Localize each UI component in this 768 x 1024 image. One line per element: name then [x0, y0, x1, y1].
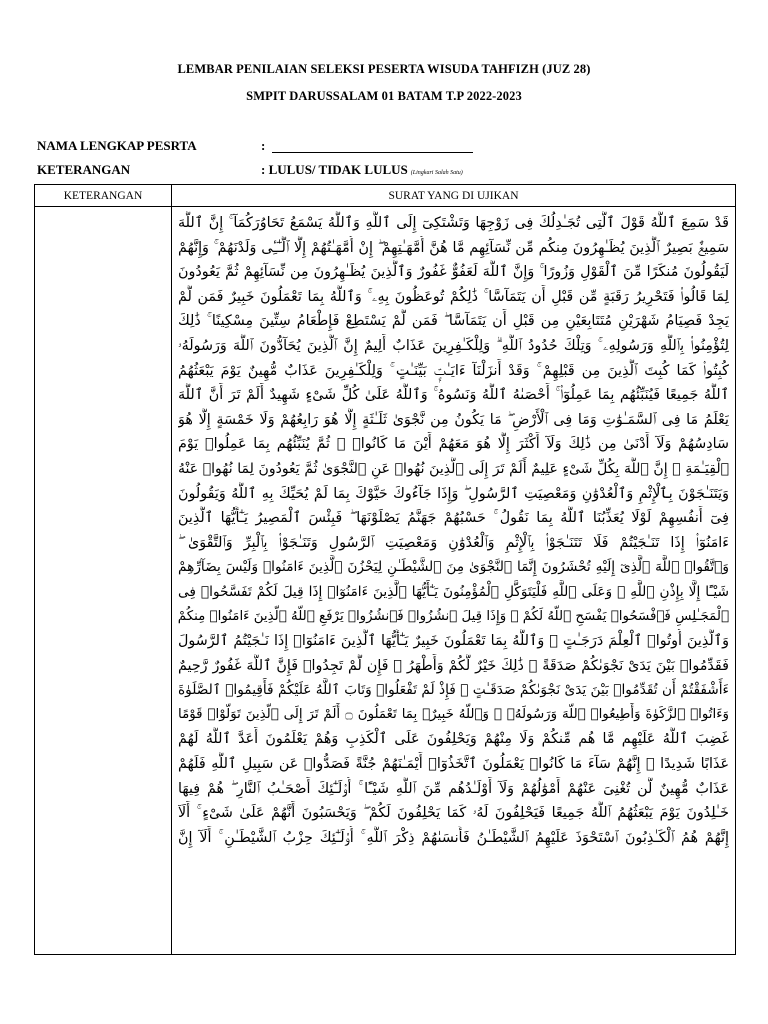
quran-line: خَـٰلِدُونَ يَوْمَ يَبْعَثُهُمُ ٱللَّهُ جَمِيعًا فَيَحْلِفُونَ لَهُۥ كَمَا يَحْلِفُونَ لَكُمْ ۖ وَيَحْسَبُونَ أَنَّهُمْ عَلَىٰ شَىْءٍ ۚ أَلَآ [178, 805, 729, 822]
quran-line: وَيَتَنَـٰجَوْنَ بِٱلْإِثْمِ وَٱلْعُدْوَٰنِ وَمَعْصِيَتِ ٱلرَّسُولِ ۖ وَإِذَا جَآءُوكَ حَيَّوْكَ بِمَا لَمْ يُحَيِّكَ بِهِ ٱللَّهُ وَيَقُولُونَ [178, 485, 729, 502]
quran-text [172, 207, 735, 949]
quran-line: يَجِدْ فَصِيَامُ شَهْرَيْنِ مُتَتَابِعَيْنِ مِن قَبْلِ أَن يَتَمَآسَّا ۖ فَمَن لَّمْ يَسْتَطِعْ فَإِطْعَامُ سِتِّينَ مِسْكِينًا ۚ ذَٰلِكَ [178, 313, 729, 330]
quran-line: إِنَّهُمْ هُمُ ٱلْكَـٰذِبُونَ ٱسْتَحْوَذَ عَلَيْهِمُ ٱلشَّيْطَـٰنُ فَأَنسَىٰهُمْ ذِكْرَ ٱللَّهِ ۚ أُو۟لَـٰٓئِكَ حِزْبُ ٱلشَّيْطَـٰنِ ۚ أَلَآ إِنَّ [178, 829, 729, 846]
quran-line: وَٱتَّقُوا۟ ٱللَّهَ ٱلَّذِىٓ إِلَيْهِ تُحْشَرُونَ إِنَّمَا ٱلنَّجْوَىٰ مِنَ ٱلشَّيْطَـٰنِ لِيَحْزُنَ ٱلَّذِينَ ءَامَنُوا۟ وَلَيْسَ بِضَآرِّهِمْ [178, 559, 729, 576]
quran-line: وَءَاتُوا۟ ٱلزَّكَوٰةَ وَأَطِيعُوا۟ ٱللَّهَ وَرَسُولَهُۥ ۚ وَٱللَّهُ خَبِيرٌۢ بِمَا تَعْمَلُونَ ۝ أَلَمْ تَرَ إِلَى ٱلَّذِينَ تَوَلَّوْا۟ قَوْمًا [178, 706, 729, 722]
keterangan-column-header: KETERANGAN [35, 185, 172, 207]
quran-line: يَعْلَمُ مَا فِى ٱلسَّمَـٰوَٰتِ وَمَا فِى ٱلْأَرْضِ ۖ مَا يَكُونُ مِن نَّجْوَىٰ ثَلَـٰثَةٍ إِلَّا هُوَ رَابِعُهُمْ وَلَا خَمْسَةٍ إِلَّا هُوَ [178, 411, 729, 428]
participant-name-field[interactable] [272, 152, 473, 153]
document-title: LEMBAR PENILAIAN SELEKSI PESERTA WISUDA TAHFIZH (JUZ 28) [177, 62, 591, 76]
quran-line: ٱلْمَجَـٰلِسِ فَٱفْسَحُوا۟ يَفْسَحِ ٱللَّهُ لَكُمْ ۖ وَإِذَا قِيلَ ٱنشُزُوا۟ فَٱنشُزُوا۟ يَرْفَعِ ٱللَّهُ ٱلَّذِينَ ءَامَنُوا۟ مِنكُمْ [178, 608, 729, 624]
quran-line: لِمَا قَالُوا۟ فَتَحْرِيرُ رَقَبَةٍ مِّن قَبْلِ أَن يَتَمَآسَّا ۚ ذَٰلِكُمْ تُوعَظُونَ بِهِۦ ۚ وَٱللَّهُ بِمَا تَعْمَلُونَ خَبِيرٌ فَمَن لَّمْ [178, 288, 729, 305]
assessment-table [34, 184, 736, 955]
surat-cell [172, 207, 736, 955]
school-title: SMPIT DARUSSALAM 01 BATAM T.P 2022-2023 [246, 89, 522, 103]
quran-line: فَقَدِّمُوا۟ بَيْنَ يَدَىْ نَجْوَىٰكُمْ صَدَقَةً ۚ ذَٰلِكَ خَيْرٌ لَّكُمْ وَأَطْهَرُ ۚ فَإِن لَّمْ تَجِدُوا۟ فَإِنَّ ٱللَّهَ غَفُورٌ رَّحِيمٌ [178, 657, 729, 674]
quran-line: ٱلْقِيَـٰمَةِ ۚ إِنَّ ٱللَّهَ بِكُلِّ شَىْءٍ عَلِيمٌ أَلَمْ تَرَ إِلَى ٱلَّذِينَ نُهُوا۟ عَنِ ٱلنَّجْوَىٰ ثُمَّ يَعُودُونَ لِمَا نُهُوا۟ عَنْهُ [178, 460, 729, 477]
surat-column-header: SURAT YANG DI UJIKAN [172, 185, 736, 207]
quran-line: عَذَابٌ مُّهِينٌ لَّن تُغْنِىَ عَنْهُمْ أَمْوَٰلُهُمْ وَلَآ أَوْلَـٰدُهُم مِّنَ ٱللَّهِ شَيْـًٔا ۚ أُو۟لَـٰٓئِكَ أَصْحَـٰبُ ٱلنَّارِ ۖ هُمْ فِيهَا [178, 780, 729, 797]
quran-line: لَيَقُولُونَ مُنكَرًا مِّنَ ٱلْقَوْلِ وَزُورًا ۚ وَإِنَّ ٱللَّهَ لَعَفُوٌّ غَفُورٌ وَٱلَّذِينَ يُظَـٰهِرُونَ مِن نِّسَآئِهِمْ ثُمَّ يَعُودُونَ [178, 264, 729, 281]
quran-line: فِىٓ أَنفُسِهِمْ لَوْلَا يُعَذِّبُنَا ٱللَّهُ بِمَا نَقُولُ ۚ حَسْبُهُمْ جَهَنَّمُ يَصْلَوْنَهَا ۖ فَبِئْسَ ٱلْمَصِيرُ يَـٰٓأَيُّهَا ٱلَّذِينَ [178, 510, 729, 527]
quran-line: قَدْ سَمِعَ ٱللَّهُ قَوْلَ ٱلَّتِى تُجَـٰدِلُكَ فِى زَوْجِهَا وَتَشْتَكِىٓ إِلَى ٱللَّهِ وَٱللَّهُ يَسْمَعُ تَحَاوُرَكُمَآ ۚ إِنَّ ٱللَّهَ [178, 215, 729, 231]
result-options [261, 162, 463, 178]
participant-name-label: NAMA LENGKAP PESRTA [37, 138, 197, 153]
result-options-note: (Lingkari Salah Satu) [410, 170, 463, 176]
participant-name-colon: : [261, 138, 266, 153]
quran-line: وَٱلَّذِينَ أُوتُوا۟ ٱلْعِلْمَ دَرَجَـٰتٍ ۚ وَٱللَّهُ بِمَا تَعْمَلُونَ خَبِيرٌ يَـٰٓأَيُّهَا ٱلَّذِينَ ءَامَنُوٓا۟ إِذَا نَـٰجَيْتُمُ ٱلرَّسُولَ [178, 633, 729, 650]
quran-line: سَادِسُهُمْ وَلَآ أَدْنَىٰ مِن ذَٰلِكَ وَلَآ أَكْثَرَ إِلَّا هُوَ مَعَهُمْ أَيْنَ مَا كَانُوا۟ ۖ ثُمَّ يُنَبِّئُهُم بِمَا عَمِلُوا۟ يَوْمَ [178, 436, 729, 453]
result-label: KETERANGAN [37, 162, 131, 177]
quran-line: كُبِتُوا۟ كَمَا كُبِتَ ٱلَّذِينَ مِن قَبْلِهِمْ ۚ وَقَدْ أَنزَلْنَآ ءَايَـٰتٍۭ بَيِّنَـٰتٍ ۚ وَلِلْكَـٰفِرِينَ عَذَابٌ مُّهِينٌ يَوْمَ يَبْعَثُهُمُ [178, 362, 729, 379]
quran-line: ٱللَّهُ جَمِيعًا فَيُنَبِّئُهُم بِمَا عَمِلُوٓا۟ ۚ أَحْصَىٰهُ ٱللَّهُ وَنَسُوهُ ۚ وَٱللَّهُ عَلَىٰ كُلِّ شَىْءٍ شَهِيدٌ أَلَمْ تَرَ أَنَّ ٱللَّهَ [178, 387, 729, 404]
table-header-row [35, 185, 736, 207]
quran-line: ءَأَشْفَقْتُمْ أَن تُقَدِّمُوا۟ بَيْنَ يَدَىْ نَجْوَىٰكُمْ صَدَقَـٰتٍ ۚ فَإِذْ لَمْ تَفْعَلُوا۟ وَتَابَ ٱللَّهُ عَلَيْكُمْ فَأَقِيمُوا۟ ٱلصَّلَوٰةَ [178, 682, 729, 699]
result-options-text: : LULUS/ TIDAK LULUS [261, 162, 408, 177]
quran-line: ءَامَنُوٓا۟ إِذَا تَنَـٰجَيْتُمْ فَلَا تَتَنَـٰجَوْا۟ بِٱلْإِثْمِ وَٱلْعُدْوَٰنِ وَمَعْصِيَتِ ٱلرَّسُولِ وَتَنَـٰجَوْا۟ بِٱلْبِرِّ وَٱلتَّقْوَىٰ ۖ [178, 534, 729, 551]
quran-line: شَيْـًٔا إِلَّا بِإِذْنِ ٱللَّهِ ۚ وَعَلَى ٱللَّهِ فَلْيَتَوَكَّلِ ٱلْمُؤْمِنُونَ يَـٰٓأَيُّهَا ٱلَّذِينَ ءَامَنُوٓا۟ إِذَا قِيلَ لَكُمْ تَفَسَّحُوا۟ فِى [178, 583, 729, 600]
quran-line: غَضِبَ ٱللَّهُ عَلَيْهِم مَّا هُم مِّنكُمْ وَلَا مِنْهُمْ وَيَحْلِفُونَ عَلَى ٱلْكَذِبِ وَهُمْ يَعْلَمُونَ أَعَدَّ ٱللَّهُ لَهُمْ [178, 731, 729, 748]
quran-line: عَذَابًا شَدِيدًا ۖ إِنَّهُمْ سَآءَ مَا كَانُوا۟ يَعْمَلُونَ ٱتَّخَذُوٓا۟ أَيْمَـٰنَهُمْ جُنَّةً فَصَدُّوا۟ عَن سَبِيلِ ٱللَّهِ فَلَهُمْ [178, 756, 729, 773]
quran-line: سَمِيعٌۢ بَصِيرٌ ٱلَّذِينَ يُظَـٰهِرُونَ مِنكُم مِّن نِّسَآئِهِم مَّا هُنَّ أُمَّهَـٰتِهِمْ ۖ إِنْ أُمَّهَـٰتُهُمْ إِلَّا ٱلَّـٰٓـِٔى وَلَدْنَهُمْ ۚ وَإِنَّهُمْ [178, 239, 729, 256]
quran-line: لِتُؤْمِنُوا۟ بِٱللَّهِ وَرَسُولِهِۦ ۚ وَتِلْكَ حُدُودُ ٱللَّهِ ۗ وَلِلْكَـٰفِرِينَ عَذَابٌ أَلِيمٌ إِنَّ ٱلَّذِينَ يُحَآدُّونَ ٱللَّهَ وَرَسُولَهُۥ [178, 337, 729, 354]
keterangan-cell[interactable] [35, 207, 172, 955]
table-body-row [35, 207, 736, 955]
